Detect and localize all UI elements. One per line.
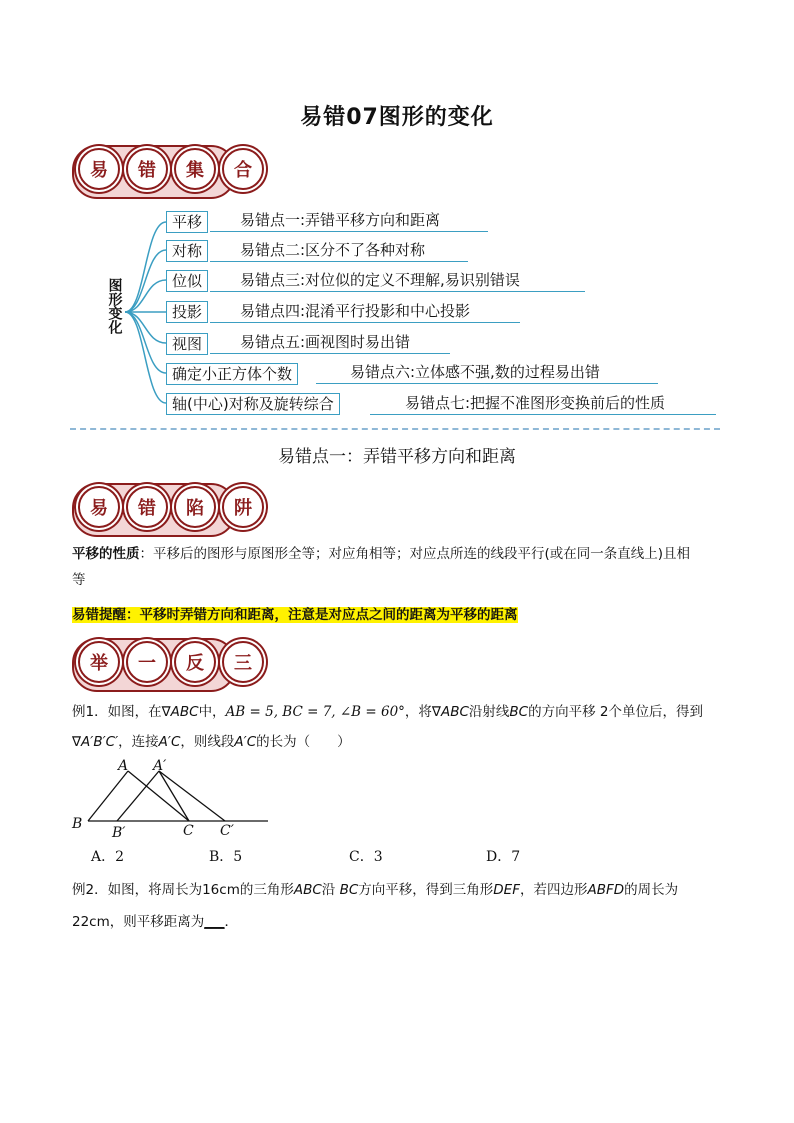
- badge-char: 合: [222, 148, 264, 190]
- badge-char: 三: [222, 641, 264, 683]
- mindmap-topic-views: 视图: [166, 333, 208, 355]
- badge-char: 一: [126, 641, 168, 683]
- label-b: B: [72, 816, 83, 832]
- segment-ab: [88, 771, 128, 821]
- segment-bc: BC: [509, 704, 529, 720]
- mindmap-underline: [210, 231, 488, 232]
- page-title: 易错07图形的变化: [300, 105, 494, 130]
- section-divider: [70, 428, 720, 430]
- example-1-lead: 例1．如图，在: [72, 704, 162, 720]
- example-1-figure: [70, 755, 275, 840]
- mindmap-underline: [210, 261, 468, 262]
- example-1-text: [72, 697, 722, 757]
- mindmap-point-4: 易错点四:混淆平行投影和中心投影: [240, 302, 471, 320]
- text: 沿射线: [468, 704, 510, 720]
- mindmap-point-3: 易错点三:对位似的定义不理解,易识别错误: [240, 271, 520, 289]
- badge-char: 易: [78, 486, 120, 528]
- badge-char: 阱: [222, 486, 264, 528]
- text: ，连接: [118, 734, 159, 750]
- text: ，若四边形: [519, 882, 588, 898]
- text: 中，: [198, 704, 226, 720]
- mindmap-point-6: 易错点六:立体感不强,数的过程易出错: [350, 363, 600, 381]
- triangle-a2b2c2: ∇A′B′C′: [72, 734, 119, 750]
- badge-char: 举: [78, 641, 120, 683]
- label-a2: A′: [153, 758, 167, 774]
- example-2-text: [72, 874, 722, 938]
- segment-ac: [128, 771, 189, 821]
- choice-d: D．7: [486, 849, 521, 865]
- choice-a: A．2: [91, 849, 125, 865]
- quadrilateral-abfd: ABFD: [587, 882, 625, 898]
- segment-a2c: A′C: [158, 734, 181, 750]
- mindmap-topic-cube-count: 确定小正方体个数: [166, 363, 298, 385]
- segment-a2c: A′C: [234, 734, 257, 750]
- mindmap-underline: [210, 291, 585, 292]
- mindmap-topic-translation: 平移: [166, 211, 208, 233]
- label-c2: C′: [220, 823, 234, 839]
- mindmap-underline: [370, 414, 716, 415]
- badge-char: 集: [174, 148, 216, 190]
- text: 方向平移，得到三角形: [358, 882, 494, 898]
- mindmap-underline: [316, 383, 658, 384]
- example-2-lead: 例2．如图，将周长为16cm的三角形: [72, 882, 294, 898]
- badge-char: 陷: [174, 486, 216, 528]
- triangle-abc: ABC: [293, 882, 322, 898]
- triangle-def: DEF: [493, 882, 520, 898]
- mindmap-point-1: 易错点一:弄错平移方向和距离: [240, 211, 441, 229]
- badge-row-traps: [78, 486, 264, 528]
- given-conditions: AB = 5, BC = 7, ∠B = 60°: [225, 704, 405, 720]
- mindmap-topic-homothety: 位似: [166, 270, 208, 292]
- text: ，将: [404, 704, 432, 720]
- text: ，则线段: [180, 734, 235, 750]
- badge-row-examples: [78, 641, 264, 683]
- reminder-line: [72, 602, 722, 628]
- text: 沿: [321, 882, 336, 898]
- mindmap-topic-symmetry-rotation: 轴(中心)对称及旋转综合: [166, 393, 340, 415]
- badge-row-collection: [78, 148, 264, 190]
- label-a: A: [118, 758, 129, 774]
- triangle-abc: ∇ABC: [431, 704, 469, 720]
- choice-c: C．3: [349, 849, 383, 865]
- text: ．: [224, 914, 239, 930]
- property-text-cont: 等: [72, 572, 86, 588]
- mindmap-topic-projection: 投影: [166, 301, 208, 323]
- section-heading: 易错点一：弄错平移方向和距离: [278, 447, 516, 467]
- badge-char: 错: [126, 486, 168, 528]
- text: 22cm，则平移距离为: [72, 914, 205, 930]
- property-label: 平移的性质: [72, 546, 140, 562]
- mindmap-topic-symmetry: 对称: [166, 240, 208, 262]
- mindmap-root-label: 图形变化: [106, 278, 123, 334]
- mindmap-point-7: 易错点七:把握不准图形变换前后的性质: [405, 394, 666, 412]
- badge-char: 易: [78, 148, 120, 190]
- segment-bc: BC: [339, 882, 359, 898]
- mindmap-underline: [210, 353, 450, 354]
- segment-a2c: [159, 771, 189, 821]
- label-b2: B′: [112, 825, 126, 840]
- text: 的方向平移 2个单位后，得到: [528, 704, 703, 720]
- text: 的周长为: [624, 882, 679, 898]
- answer-blank: ___: [204, 914, 225, 930]
- choice-b: B．5: [209, 849, 243, 865]
- reminder-text: 易错提醒：平移时弄错方向和距离，注意是对应点之间的距离为平移的距离: [72, 607, 518, 623]
- mindmap-underline: [210, 322, 520, 323]
- label-c: C: [183, 823, 194, 839]
- segment-a2c2: [159, 771, 225, 821]
- mindmap-point-2: 易错点二:区分不了各种对称: [240, 241, 426, 259]
- triangle-abc: ∇ABC: [161, 704, 199, 720]
- property-paragraph: [72, 541, 722, 593]
- text: 的长为（ ）: [256, 734, 351, 750]
- badge-char: 错: [126, 148, 168, 190]
- badge-char: 反: [174, 641, 216, 683]
- mindmap-point-5: 易错点五:画视图时易出错: [240, 333, 411, 351]
- property-text: ：平移后的图形与原图形全等；对应角相等；对应点所连的线段平行(或在同一条直线上)且相: [139, 546, 691, 562]
